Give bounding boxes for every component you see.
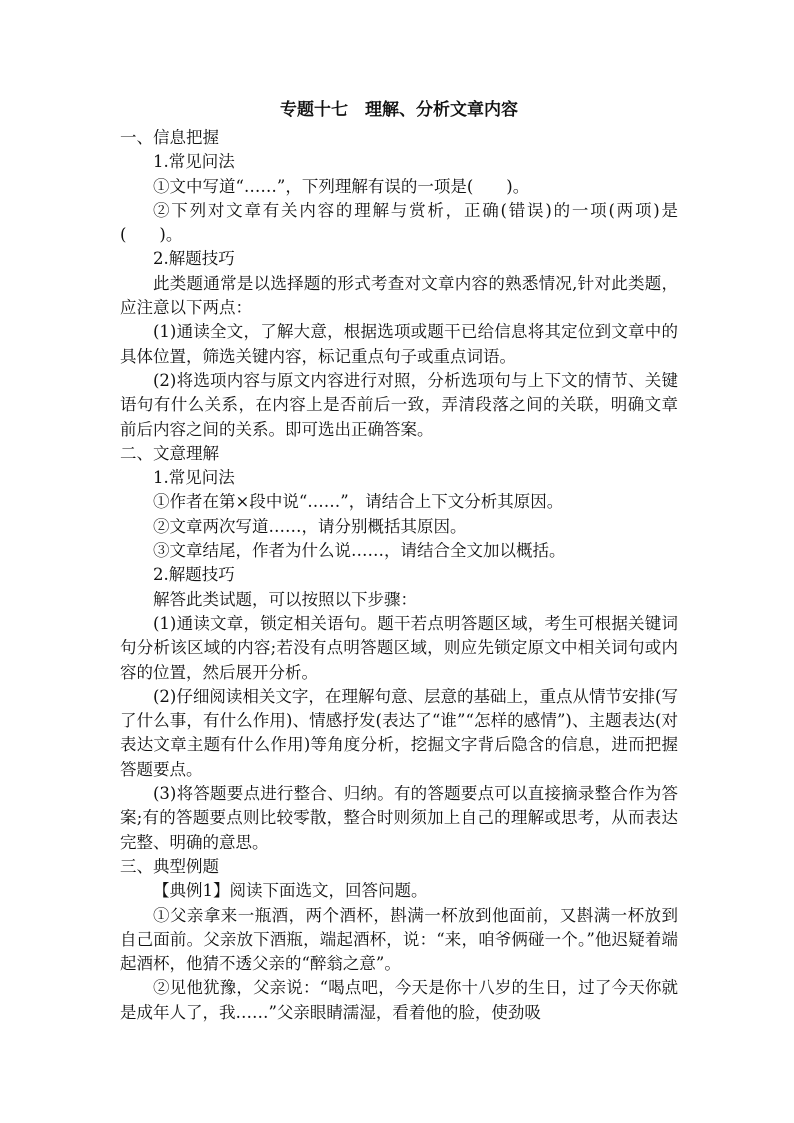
paragraph: (1)通读文章，锁定相关语句。题干若点明答题区域，考生可根据关键词句分析该区域的内容;若没有点明答题区域，则应先锁定原文中相关词句或内容的位置，然后展开分析。 — [120, 613, 678, 682]
section-heading-information: 一、信息把握 — [120, 128, 219, 147]
page-title: 专题十七 理解、分析文章内容 — [280, 100, 518, 120]
paragraph: (2)将选项内容与原文内容进行对照，分析选项句与上下文的情节、关键语句有什么关系，在内容上是否前后一致，弄清段落之间的关联，明确文章前后内容之间的关系。即可选出正确答案。 — [120, 370, 678, 439]
paragraph: (3)将答题要点进行整合、归纳。有的答题要点可以直接摘录整合作为答案;有的答题要点则比较零散，整合时则须加上自己的理解或思考，从而表达完整、明确的意思。 — [120, 784, 678, 852]
subheading-techniques: 2.解题技巧 — [153, 565, 235, 585]
question-example: ②文章两次写道……，请分别概括其原因。 — [153, 516, 467, 536]
paragraph: ①父亲拿来一瓶酒，两个酒杯，斟满一杯放到他面前，又斟满一杯放到自己面前。父亲放下酒瓶，端起酒杯，说：“来，咱爷俩碰一个。”他迟疑着端起酒杯，他猜不透父亲的“醉翁之意”。 — [120, 905, 678, 974]
subheading-techniques: 2.解题技巧 — [153, 249, 235, 269]
subheading-common-questions: 1.常见问法 — [153, 468, 235, 488]
question-example: ①文中写道“……”，下列理解有误的一项是( )。 — [153, 176, 530, 196]
question-example: ③文章结尾，作者为什么说……，请结合全文加以概括。 — [153, 541, 566, 561]
subheading-common-questions: 1.常见问法 — [153, 152, 235, 172]
paragraph: 解答此类试题，可以按照以下步骤： — [153, 589, 417, 609]
document-page — [120, 92, 678, 1025]
paragraph: ②见他犹豫，父亲说：“喝点吧，今天是你十八岁的生日，过了今天你就是成年人了，我……”父亲眼睛濡湿，看着他的脸，使劲吸 — [120, 978, 678, 1022]
paragraph: 此类题通常是以选择题的形式考查对文章内容的熟悉情况,针对此类题，应注意以下两点： — [120, 273, 678, 318]
question-example: ②下列对文章有关内容的理解与赏析，正确(错误)的一项(两项)是( )。 — [120, 200, 678, 245]
question-example: ①作者在第×段中说“……”，请结合上下文分析其原因。 — [153, 492, 564, 512]
example-heading: 【典例1】阅读下面选文，回答问题。 — [153, 881, 428, 901]
paragraph: (1)通读全文，了解大意，根据选项或题干已给信息将其定位到文章中的具体位置，筛选关键内容，标记重点句子或重点词语。 — [120, 322, 678, 366]
section-heading-comprehension: 二、文意理解 — [120, 443, 219, 463]
section-heading-examples: 三、典型例题 — [120, 856, 219, 876]
paragraph: (2)仔细阅读相关文字，在理解句意、层意的基础上，重点从情节安排(写了什么事，有什么作用)、情感抒发(表达了“谁”“怎样的感情”)、主题表达(对表达文章主题有什么作用)等角度分析，挖掘文字背后隐含的信息，进而把握答题要点。 — [120, 686, 678, 779]
